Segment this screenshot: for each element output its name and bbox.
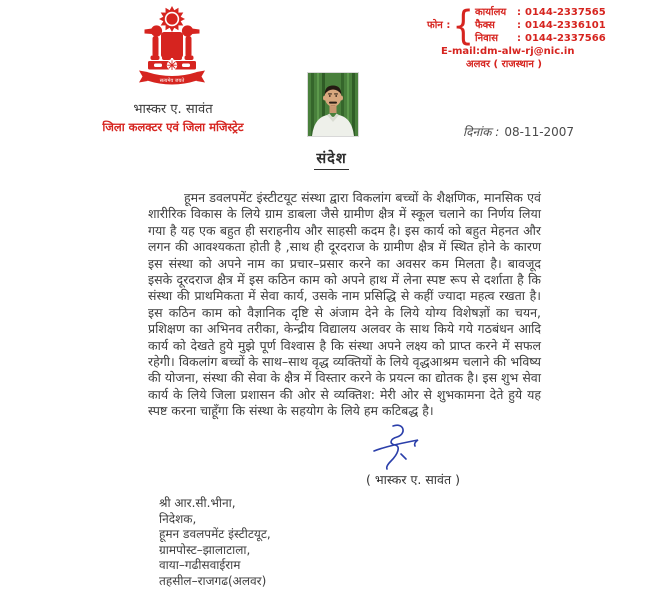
addressee-line: वाया–गढीसवाईराम — [159, 558, 241, 573]
letter-body: हूमन डवलपमेंट इंस्टीटयूट संस्था द्वारा विकलांग बच्चों के शैक्षणिक, मानसिक एवं शारीरिक विकास के लिये ग्राम डाबला जैसे ग्रामीण क्षैत्र में स्कूल चलाने का निर्णय लिया गया है यह एक बहुत ही सराहनीय और साहसी कदम है। इस कार्य को बहुत मेहनत और लगन की आवश्यकता होती है ,साथ ही दूरदराज के ग्रामीण क्षैत्र में स्थित होने के कारण इस संस्था को अपने नाम का प्रचार–प्रसार करने का अवसर कम मिलता है। बावजूद इसके दूरदराज क्षैत्र में इस कठिन काम को अपने हाथ में लेना स्पष्ट रूप से दर्शाता है कि संस्था की प्राथमिकता में सेवा कार्य, उसके नाम प्रसिद्धि से कहीं ज्यादा महत्व रखता है। इस कठिन काम को वैज्ञानिक दृष्टि से अंजाम देने के लिये योग्य विशेषज्ञों का चयन, प्रशिक्षण का अभिनव तरीका, केन्द्रीय विद्यालय अलवर के साथ किये गये गठबंधन आदि कार्य को देखते हुये मुझे पूर्ण विश्वास है कि संस्था अपने लक्ष्य को प्राप्त करने में सफल रहेगी। विकलांग बच्चों के साथ–साथ वृद्ध व्यक्तियों के लिये वृद्धआश्रम चलाने की भविष्य की योजना, संस्था की सेवा के क्षैत्र में विस्तार करने के प्रयत्न का द्योतक है। इस शुभ सेवा कार्य के लिये जिला प्रशासन की ओर से व्यक्तिश: मेरी ओर से शुभकामना देते हुये यह स्पष्ट करना चाहूँगा कि संस्था के सहयोग के लिये हम कटिबद्ध है। — [148, 190, 541, 419]
officer-photo-image — [308, 73, 358, 136]
phone-row-number: 0144-2337565 — [524, 7, 606, 18]
phone-row — [475, 6, 606, 19]
date-label: दिनांक : — [463, 125, 500, 139]
addressee-line: ग्रामपोस्ट–झालाटाला, — [159, 542, 251, 557]
phone-block — [427, 1, 606, 50]
phone-row-label: फैक्स — [474, 20, 495, 31]
phone-row — [475, 19, 606, 32]
officer-photo — [307, 72, 359, 137]
phone-row-label: निवास — [474, 33, 499, 44]
addressee-line: हूमन डवलपमेंट इंस्टीटयूट, — [159, 527, 271, 542]
officer-title: जिला कलक्टर एवं जिला मजिस्ट्रेट — [102, 120, 244, 134]
officer-name: भास्कर ए. सावंत — [133, 102, 213, 117]
addressee-line: श्री आर.सी.भीना, — [159, 496, 236, 510]
ashoka-emblem-icon — [137, 4, 207, 94]
phone-row-number: 0144-2337566 — [524, 33, 606, 44]
phone-row-label: कार्यालय — [474, 7, 507, 18]
addressee-block — [159, 496, 271, 590]
emblem-motto: सत्यमेव जयते — [159, 78, 185, 84]
contact-block — [427, 1, 606, 71]
brace-glyph: { — [452, 1, 474, 50]
subject-wrap — [0, 148, 663, 170]
signer-name: ( भास्कर ए. सावंत ) — [366, 472, 460, 487]
phone-row-colon: : — [516, 20, 521, 31]
phone-row — [475, 32, 606, 45]
phone-label: फोन : — [427, 20, 451, 31]
signature-icon — [371, 423, 423, 477]
phone-rows — [475, 6, 606, 45]
subject-title: संदेश — [314, 148, 348, 170]
signature-svg — [371, 423, 423, 473]
email-line: E-mail:dm-alw-rj@nic.in — [441, 46, 575, 57]
phone-row-colon: : — [516, 33, 521, 44]
phone-row-colon: : — [516, 7, 521, 18]
date-line — [463, 123, 574, 140]
addressee-line: निदेशक, — [159, 511, 197, 526]
phone-row-number: 0144-2336101 — [524, 20, 606, 31]
ashoka-emblem-svg — [137, 4, 207, 90]
addressee-line: तहसील–राजगढ(अलवर) — [159, 573, 267, 588]
date-value: 08-11-2007 — [504, 125, 575, 139]
place-line: अलवर ( राजस्थान ) — [466, 59, 542, 70]
